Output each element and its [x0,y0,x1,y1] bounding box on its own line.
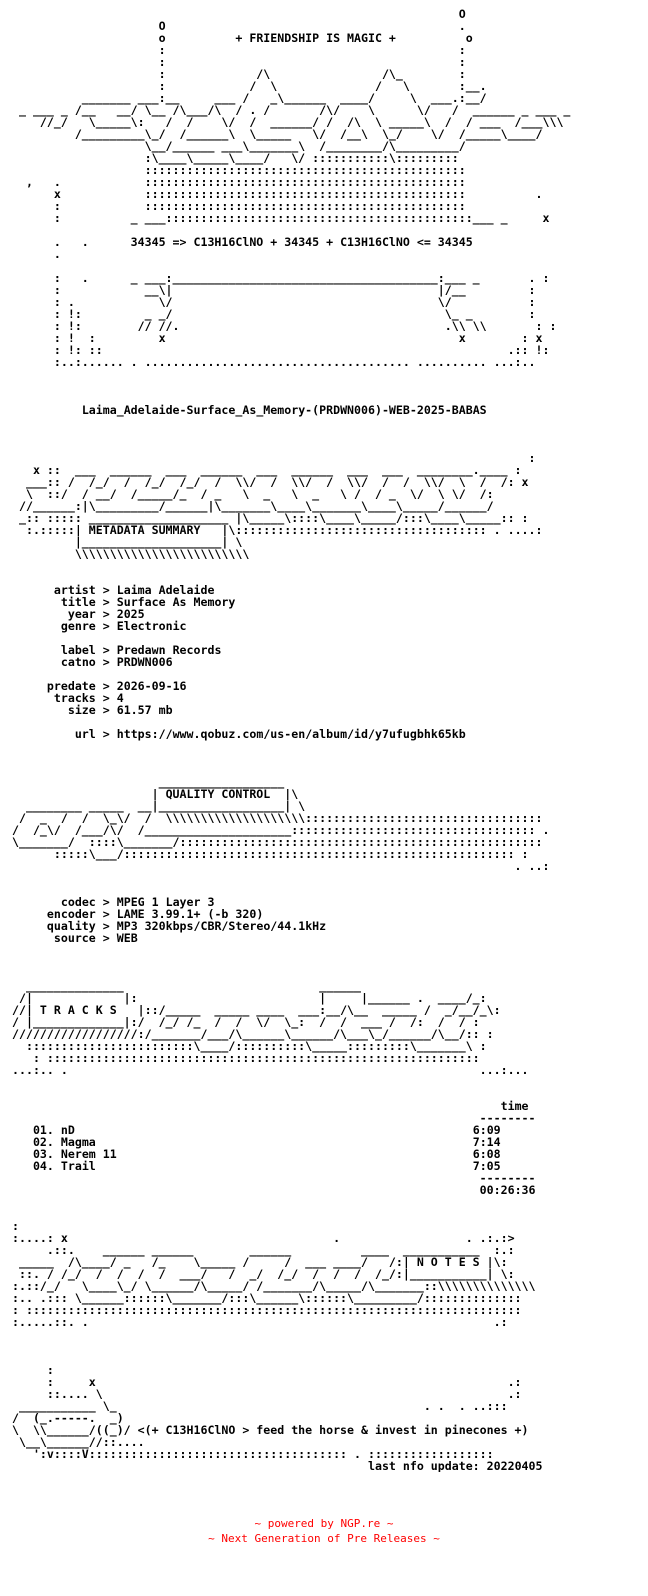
tracks-title: T R A C K S [39,1003,117,1017]
quality-title: QUALITY CONTROL [165,787,271,801]
outro-art: : : x .: ::.... \ .: ___________ \_ . . . ..::: / (_.-----. _) \ \\______/((_)/ [12,1363,522,1437]
time-header: time [500,1099,529,1113]
notes-title: N O T E S [416,1255,480,1269]
quality-value: MP3 320kbps/CBR/Stereo/44.1kHz [116,919,327,933]
title-label: title [60,595,96,609]
url-label: url [74,727,96,741]
year-value: 2025 [116,607,145,621]
quality-label: quality [46,919,96,933]
track-number: 02. [32,1135,54,1149]
catno-value: PRDWN006 [116,655,173,669]
track-number: 03. [32,1147,54,1161]
predate-value: 2026-09-16 [116,679,187,693]
genre-value: Electronic [116,619,187,633]
release-name [12,403,82,417]
tracks-header-art: ______________ ______ /| |: | |______ . ____/_: //| [12,979,487,1017]
slogan: <(+ C13H16ClNO > feed the horse & invest in pinecones +) [137,1423,529,1437]
size-value: 61.57 mb [116,703,173,717]
total-time: 00:26:36 [479,1183,536,1197]
track-title: Nerem 11 [60,1147,117,1161]
predate-label: predate [46,679,96,693]
tracks-label: tracks [53,691,96,705]
track-title: Magma [60,1135,96,1149]
metadata-header-art: : x :: ___ ______ ___ ______ ___ ______ ___ ___ ________.____ : ___:: / /_/ / /_/ /_/ / \\/ / \\/ / \\/ / / \\/ \ / /: x \ ::/ / __/ /_____/_ / _ \ _ \ _ \ / / _ \/ \ \/ /: //______:|\_________/______|\_______\____\_______\____\_____/______/ _:: ::::: ____________________ |\_____\::::\____\_____/:::\____\_____:: : :.:::::| [18,451,536,537]
track-time: 6:09 [472,1123,501,1137]
codec-value: MPEG 1 Layer 3 [116,895,215,909]
label-label: label [60,643,96,657]
track-time: 7:05 [472,1159,501,1173]
footer-tagline: ~ Next Generation of Pre Releases ~ [208,1532,440,1545]
genre-label: genre [60,619,96,633]
header-art: O O . o [158,8,466,45]
codec-label: codec [60,895,96,909]
footer-powered-by[interactable]: ~ powered by NGP.re ~ [254,1517,394,1530]
nfo-document: O O . o + FRIENDSHIP IS MAGIC + o : : : : : /\ /\_ : : / \ / \ :__. _______ ___:__ ___ / _\______ ____/ \ ___.:__/ _ ___ _ /__ __/ \__ /\___/\ / . / /\/ \ \/ / ______ _ ___ _ //_/ \_____\: / / \/ / ______/ / /\ \ _____\ / / ___ /___\\\ /_________\_/ /______\ \_____ \/ /__\ \_/ \/ /_____\____/ \__/______ ___\_______\ /________/\_________/ :\____\_____\____/ \/ :::::::::::\::::::::: :::::::::::::::::::::::::::::::::::::::::::::: , . :::::::::::::::::::::::::::::::::::::::::::::: x :::::::::::::::::::::::::::::::::::::::::::::: . : :::::::::::::::::::::::::::::::::::::::::::::: : _ ___::::::::::::::::::::::::::::::::::::::::::::___ _ x . . 34345 => C13H16ClNO + 34345 + C13H16ClNO <= 34345 . : . _ ___:______________________________________:___ _ . : : __\| |/__ : : . \/ \/ : : !: _ _/ \_ _ : : !: // //. .\\ \\ : : : ! : x x : x : !: :: .:: !: :..:...... . ...................................... .......... ...:.. Laima_Adelaide-Surface_As_Memory-(PRDWN006)-WEB-2025-BABAS : x :: ___ ______ ___ ______ ___ ______ ___ ___ ________.____ : ___:: / /_/ / /_/ /_/ / \\/ / \\/ / \\/ / / \\/ \ / /: x \ ::/ / __/ /_____/_ / _ \ _ \ _ \ / / _ \/ \ \/ /: //______:|\_________/______|\_______\____\_______\____\_____/______/ _:: ::::: ____________________ |\_____\::::\____\_____/:::\____\_____:: : :.:::::| METADATA SUMMARY |\:::::::::::::::::::::::::::::::::::: . ....: |____________________| \ \\\\\\\\\\\\\\\\\\\\\\\\\ artist > Laima Adelaide title > Surface As Memory year > 2025 genre > Electronic label > Predawn Records catno > PRDWN006 predate > 2026-09-16 tracks > 4 size > 61.57 mb url > https://www.qobuz.com/us-en/album/id/y7ufugbhk65kb __________________ | QUALITY CONTROL |\ ________ _____ __|__________________| \ / _ / / \_\/ / \\\\\\\\\\\\\\\\\\\\:::::::::::::::::::::::::::::::::: / /_\/ /___/\/ /_____________________::::::::::::::::::::::::::::::::::: . \_______/ ::::\_______/:::::::::::::::::::::::::::::::::::::::::::::::::::: :::::\___/:::::::::::::::::::::::::::::::::::::::::::::::::::::::: : . ..: codec > MPEG 1 Layer 3 encoder > LAME 3.99.1+ (-b 320) quality > MP3 320kbps/CBR/Stereo/44.1kHz source > WEB ______________ ______ /| |: | |______ . ____/_: //| T R A C K S |::/_____ _____ ____ ___:__/\__ _____ / _/__/_\: / |_____________|:/ /_/ /_ / / \/ \_: / / ___ / /: / / : //////////////////:/_______/___/\______\______/\___\_/______/\__/:: : ::::::::::::::::::::::::\____/::::::::::\_____:::::::::\_______\ : : :::::::::::::::::::::::::::::::::::::::::::::::::::::::::::::: ...:.. . ...:... time -------- 01. nD 6:09 02. Magma 7:14 03. Nerem 11 6:08 04. Trail 7:05 -------- 00:26:36 : :....: x . . .:.:> .::. ______ ______ ______ ____ ___________ :.: _____ /\____/ _ /_ \_____ / / ___ ____/ /:| N O T E S |\: ::. / /_/ / / / / ___/ / _/ /_/ / / / /_/:|___________| \: :.::/_/ \____\_/ \______/\_____/ /_______/\_____/\_______::\\\\\\\\\\\\\\ :.. .::: \______::::::\_______/:::\______\::::::\_________/:::::::::::::: : ::::::::::::::::::::::::::::::::::::::::::::::::::::::::::::::::::::::: :.....::. . .: : : x .: ::.... \ .: ___________ \_ . . . ..::: / (_.-----. _) \ \\______/((_)/ <(+ C13H16ClNO > feed the horse & invest in pinecones +) \__\______//::.... ':v::::V::::::::::::::::::::::::::::::::::::: . :::::::::::::::::: last nfo update: 20220405 [12,8,571,1472]
track-number: 01. [32,1123,54,1137]
title-value: Surface As Memory [116,595,236,609]
source-value: WEB [116,931,138,945]
year-label: year [67,607,96,621]
catno-label: catno [60,655,96,669]
track-title: nD [60,1123,75,1137]
track-number: 04. [32,1159,54,1173]
track-time: 6:08 [472,1147,501,1161]
footer [0,1516,648,1546]
url-value[interactable]: https://www.qobuz.com/us-en/album/id/y7ufugbhk65kb [116,727,466,741]
quality-header-art: __________________ | [151,775,285,801]
encoder-value: LAME 3.99.1+ (-b 320) [116,907,264,921]
encoder-label: encoder [46,907,96,921]
artist-label: artist [53,583,96,597]
label-value: Predawn Records [116,643,222,657]
artist-value: Laima Adelaide [116,583,215,597]
notes-header-art: : :....: x . . .:.:> .::. ______ ______ ______ ____ ___________ :.: _____ /\____/ _ /_ \_____ / / ___ ____/ /:| [12,1219,515,1269]
release-dirname: Laima_Adelaide-Surface_As_Memory-(PRDWN006)-WEB-2025-BABAS [81,403,487,417]
metadata-title: METADATA SUMMARY [88,523,201,537]
last-update: last nfo update: 20220405 [367,1459,543,1472]
source-label: source [53,931,96,945]
track-time: 7:14 [472,1135,501,1149]
size-label: size [67,703,96,717]
motto: + FRIENDSHIP IS MAGIC + [235,31,396,45]
tracks-value: 4 [116,691,124,705]
track-title: Trail [60,1159,96,1173]
formula: 34345 => C13H16ClNO + 34345 + C13H16ClNO <= 34345 [130,235,473,249]
